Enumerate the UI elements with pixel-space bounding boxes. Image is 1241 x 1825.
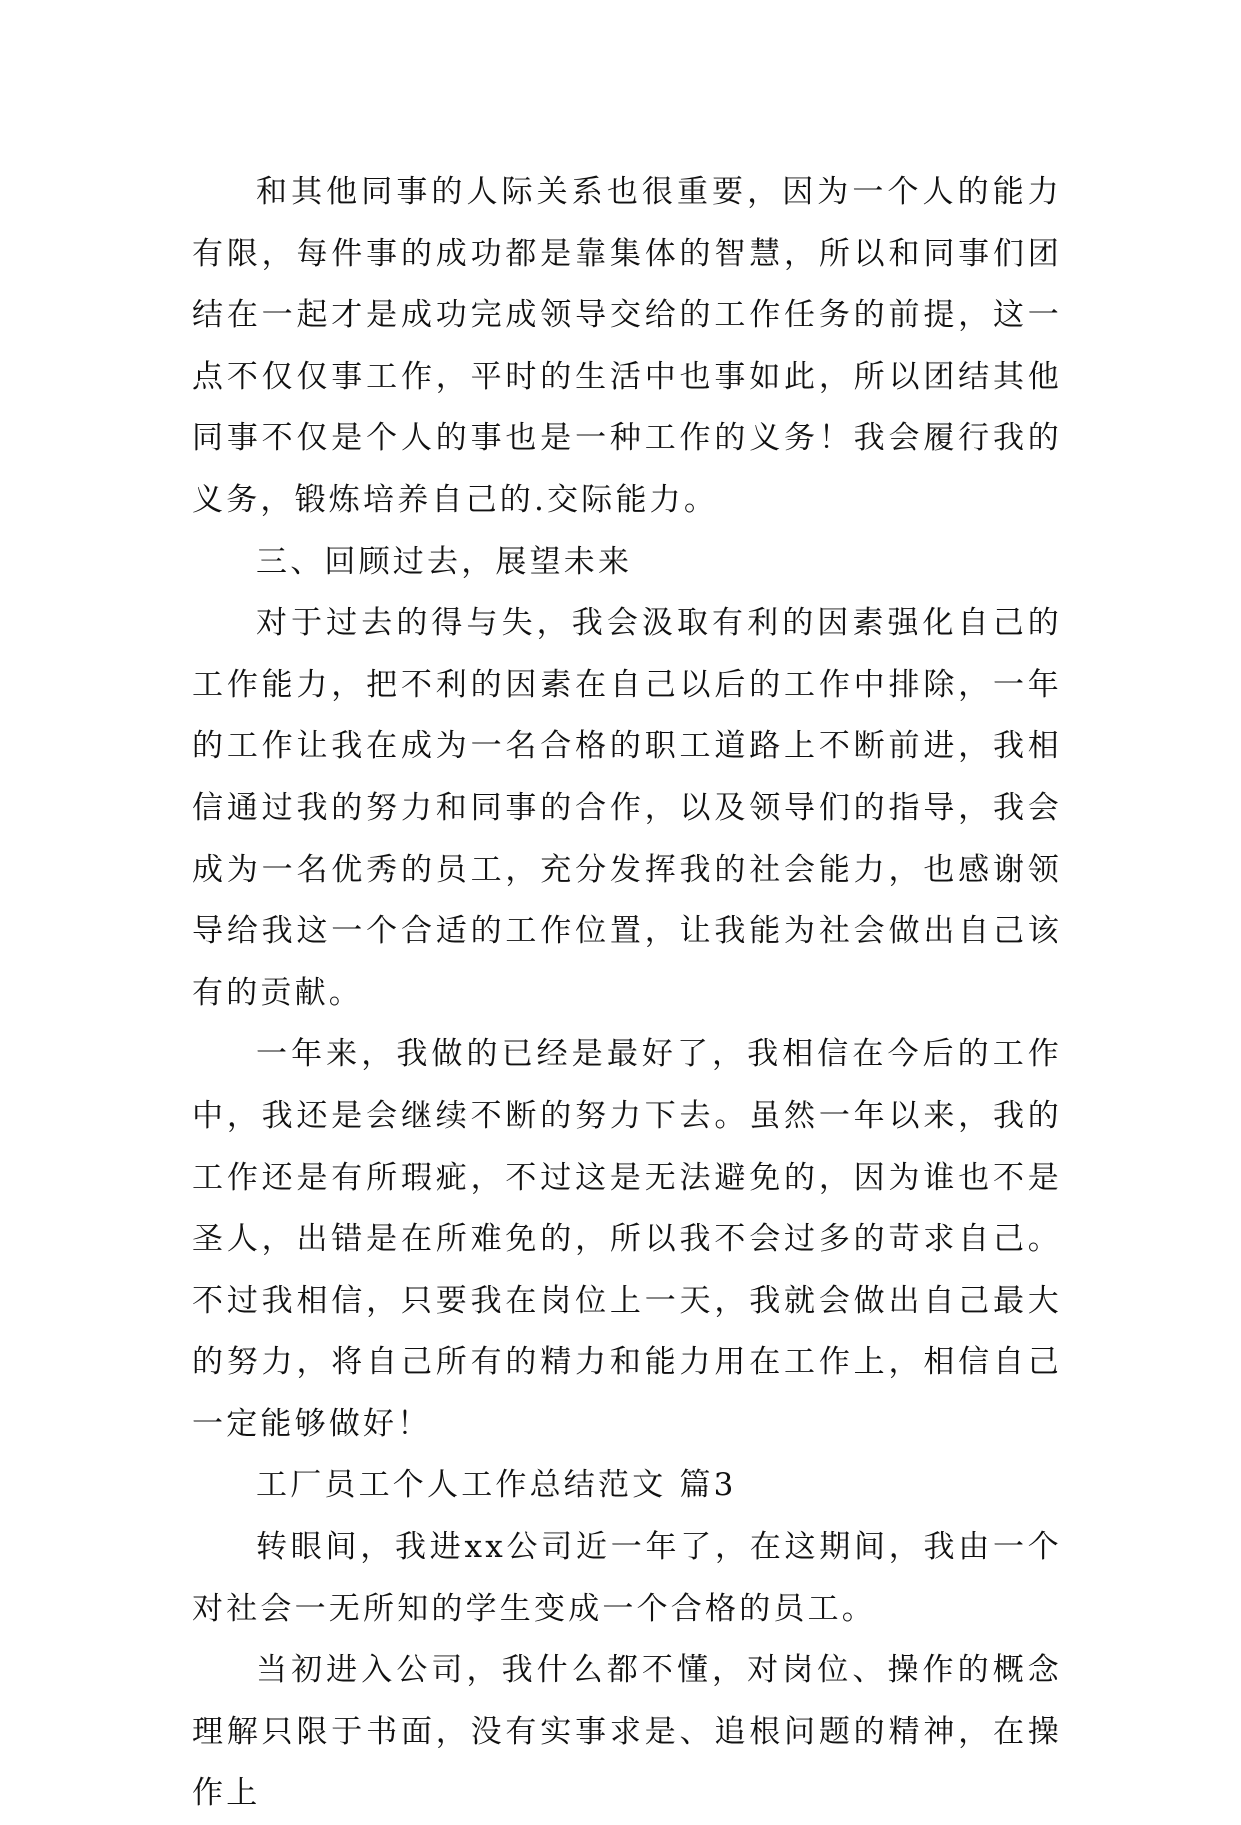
paragraph-joining-company: 当初进入公司，我什么都不懂，对岗位、操作的概念理解只限于书面，没有实事求是、追根问题的精神，在操作上 [192,1652,1062,1812]
document-body [192,162,1062,1825]
paragraph-year-summary: 一年来，我做的已经是最好了，我相信在今后的工作中，我还是会继续不断的努力下去。虽然一年以来，我的工作还是有所瑕疵，不过这是无法避免的，因为谁也不是圣人，出错是在所难免的，所以我不会过多的苛求自己。不过我相信，只要我在岗位上一天，我就会做出自己最大的努力，将自己所有的精力和能力用在工作上，相信自己一定能够做好！ [192,1036,1062,1442]
article-title-part-3: 工厂员工个人工作总结范文 篇3 [256,1467,737,1504]
paragraph-one-year-at-company: 转眼间，我进xx公司近一年了，在这期间，我由一个对社会一无所知的学生变成一个合格的员工。 [192,1529,1062,1627]
paragraph-colleague-relations: 和其他同事的人际关系也很重要，因为一个人的能力有限，每件事的成功都是靠集体的智慧，所以和同事们团结在一起才是成功完成领导交给的工作任务的前提，这一点不仅仅事工作，平时的生活中也事如此，所以团结其他同事不仅是个人的事也是一种工作的义务！我会履行我的义务，锻炼培养自己的.交际能力。 [192,174,1062,518]
section-heading-review-outlook: 三、回顾过去，展望未来 [256,543,633,580]
paragraph-past-gains-losses: 对于过去的得与失，我会汲取有利的因素强化自己的工作能力，把不利的因素在自己以后的工作中排除，一年的工作让我在成为一名合格的职工道路上不断前进，我相信通过我的努力和同事的合作，以及领导们的指导，我会成为一名优秀的员工，充分发挥我的社会能力，也感谢领导给我这一个合适的工作位置，让我能为社会做出自己该有的贡献。 [192,605,1062,1011]
